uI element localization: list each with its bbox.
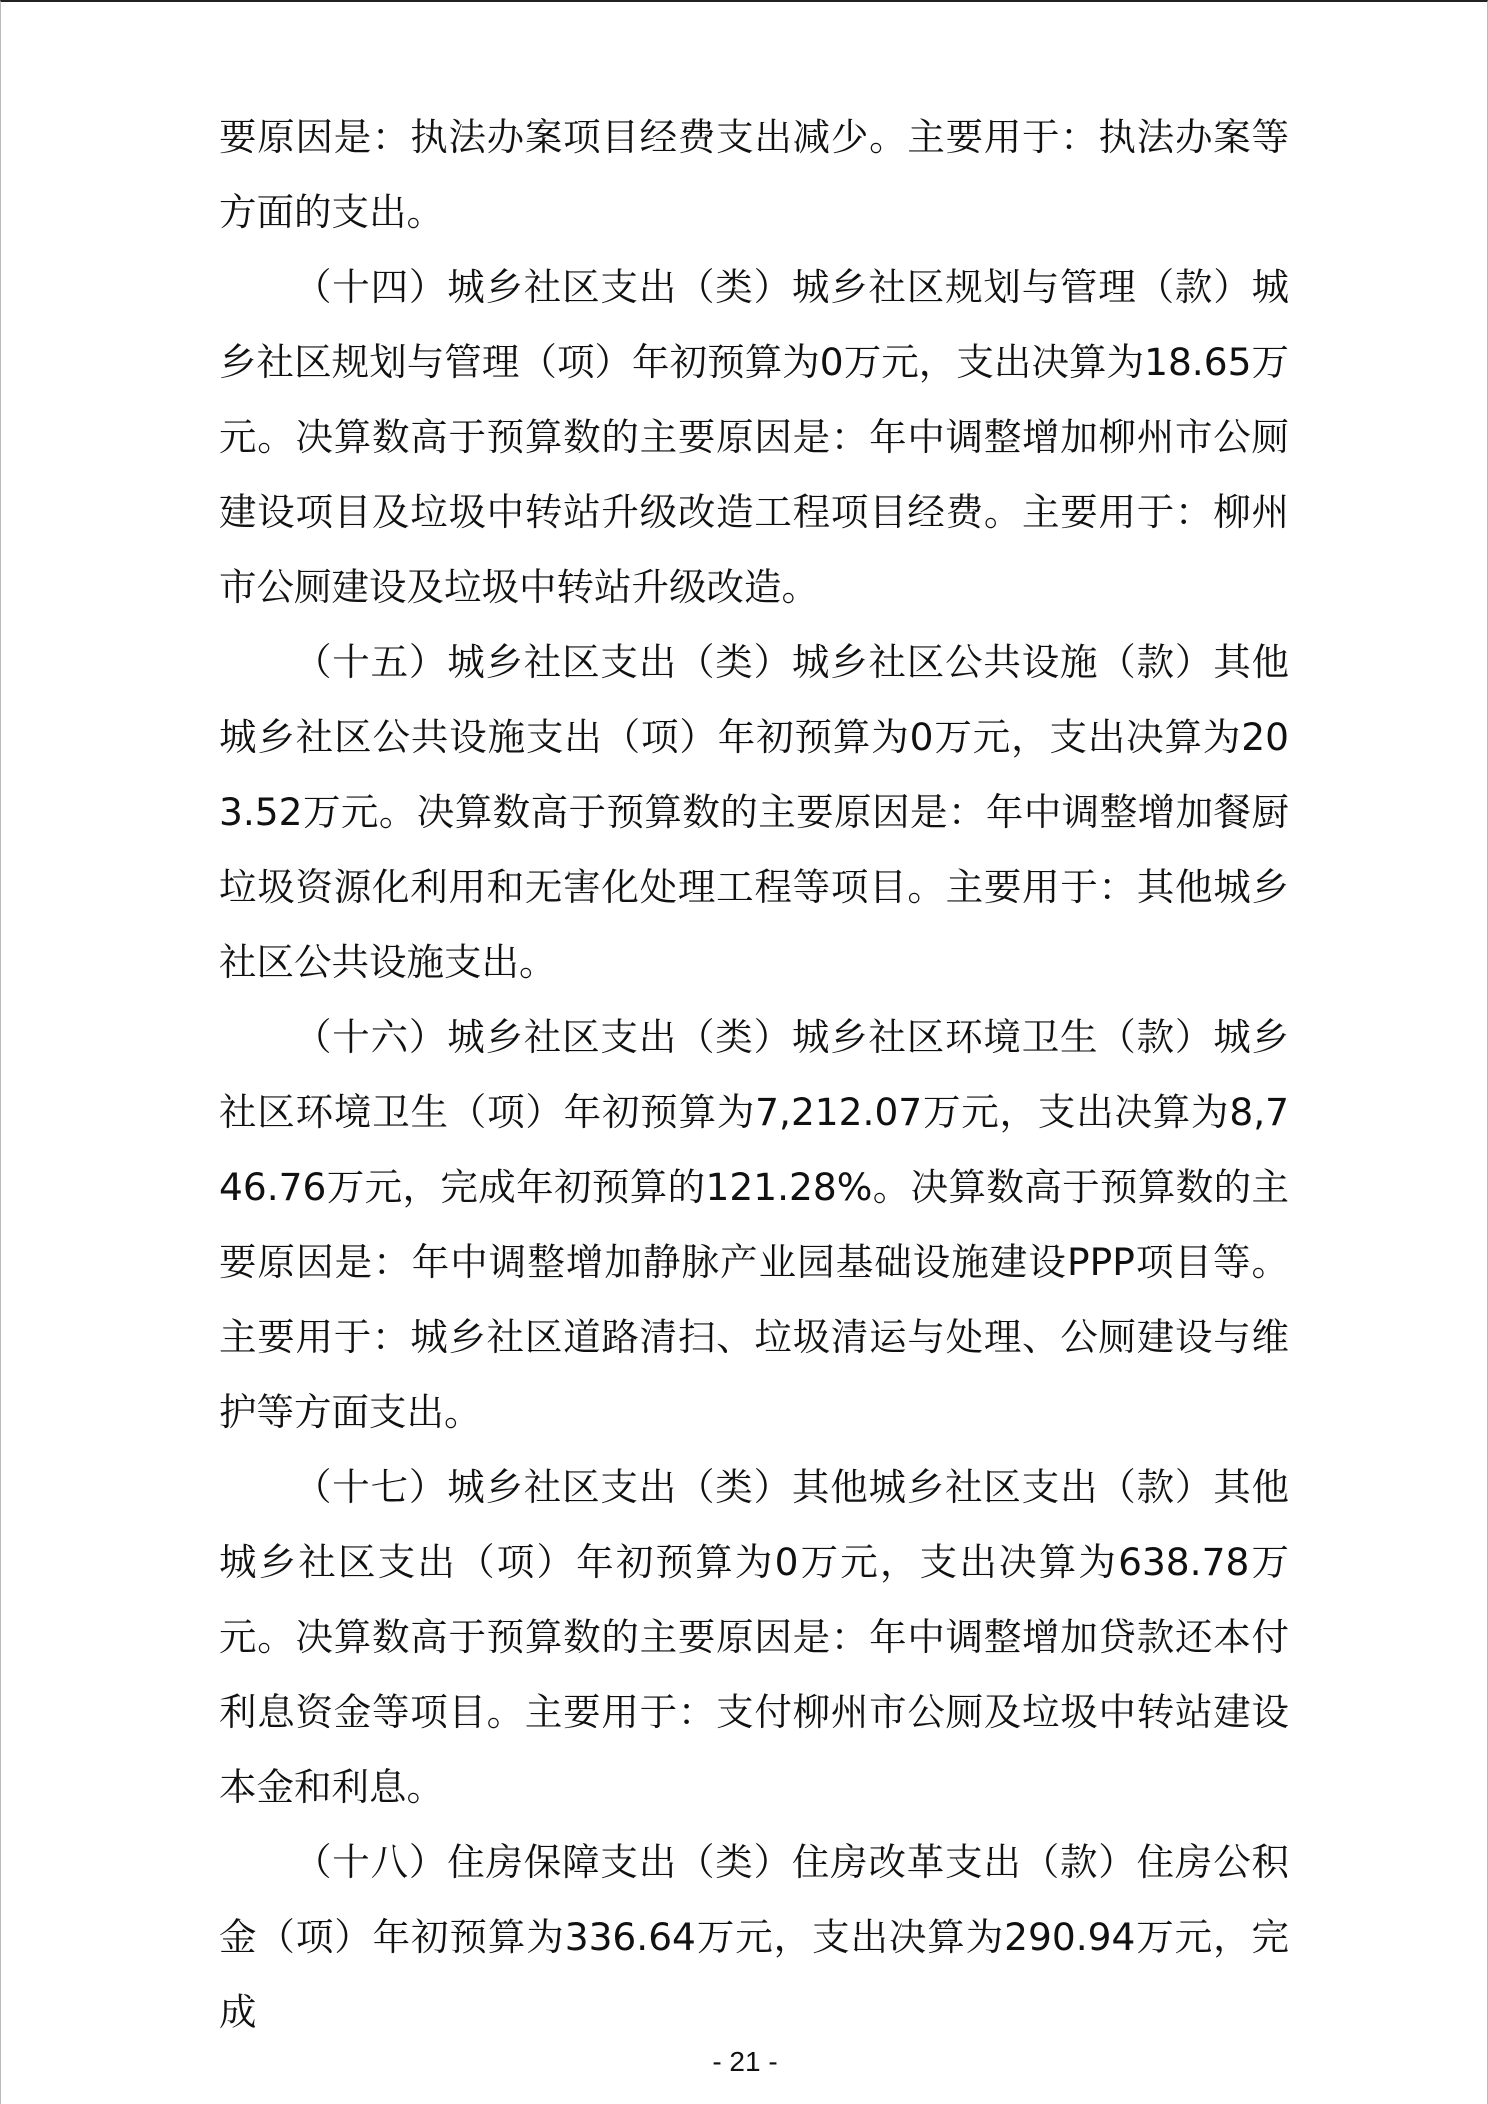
paragraph-18-housing-fund: （十八）住房保障支出（类）住房改革支出（款）住房公积金（项）年初预算为336.64万元，支出决算为290.94万元，完成 xyxy=(219,1840,1289,2034)
paragraph-execution-costs: 要原因是：执法办案项目经费支出减少。主要用于：执法办案等方面的支出。 xyxy=(219,115,1289,234)
paragraph-15-public-facilities: （十五）城乡社区支出（类）城乡社区公共设施（款）其他城乡社区公共设施支出（项）年初预算为0万元，支出决算为203.52万元。决算数高于预算数的主要原因是：年中调整增加餐厨垃圾资源化利用和无害化处理工程等项目。主要用于：其他城乡社区公共设施支出。 xyxy=(219,640,1289,984)
body-text xyxy=(219,100,1289,2050)
paragraph-17-other-urban-expenditure: （十七）城乡社区支出（类）其他城乡社区支出（款）其他城乡社区支出（项）年初预算为0万元，支出决算为638.78万元。决算数高于预算数的主要原因是：年中调整增加贷款还本付利息资金等项目。主要用于：支付柳州市公厕及垃圾中转站建设本金和利息。 xyxy=(219,1465,1289,1809)
paragraph-14-urban-planning: （十四）城乡社区支出（类）城乡社区规划与管理（款）城乡社区规划与管理（项）年初预算为0万元，支出决算为18.65万元。决算数高于预算数的主要原因是：年中调整增加柳州市公厕建设项目及垃圾中转站升级改造工程项目经费。主要用于：柳州市公厕建设及垃圾中转站升级改造。 xyxy=(219,265,1289,609)
page-number: - 21 - xyxy=(712,2046,778,2077)
paragraph-16-environmental-sanitation: （十六）城乡社区支出（类）城乡社区环境卫生（款）城乡社区环境卫生（项）年初预算为7,212.07万元，支出决算为8,746.76万元，完成年初预算的121.28%。决算数高于预算数的主要原因是：年中调整增加静脉产业园基础设施建设PPP项目等。主要用于：城乡社区道路清扫、垃圾清运与处理、公厕建设与维护等方面支出。 xyxy=(219,1015,1289,1434)
